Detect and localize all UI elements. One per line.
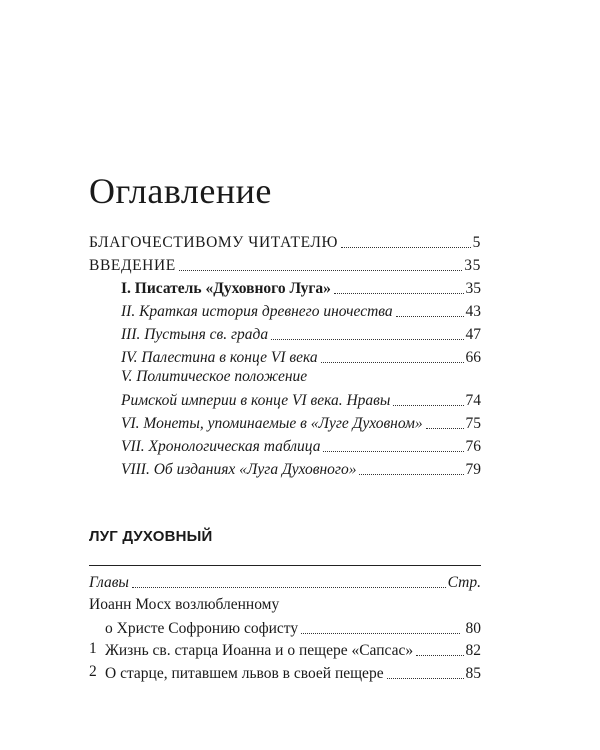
toc-entry bbox=[121, 388, 481, 410]
toc-entry-label: II. Краткая история древнего иночества bbox=[121, 303, 393, 320]
toc-entry bbox=[89, 253, 481, 275]
toc-entry-label: БЛАГОЧЕСТИВОМУ ЧИТАТЕЛЮ bbox=[89, 234, 339, 251]
chapter-entry bbox=[105, 661, 481, 683]
toc-entry bbox=[89, 230, 481, 252]
chapter-number: 1 bbox=[89, 640, 97, 657]
toc-entry-page: 75 bbox=[465, 415, 481, 432]
dot-leader bbox=[341, 247, 471, 248]
dot-leader bbox=[334, 293, 464, 294]
toc-entry-label: VI. Монеты, упоминаемые в «Луге Духовном» bbox=[121, 415, 423, 432]
chapters-header: Главы bbox=[89, 574, 129, 591]
dot-leader bbox=[393, 405, 463, 406]
chapter-entry-page: 82 bbox=[465, 642, 481, 659]
chapter-entry-label: Жизнь св. старца Иоанна и о пещере «Сапсас» bbox=[105, 642, 414, 659]
dot-leader bbox=[132, 587, 446, 588]
dot-leader bbox=[271, 339, 463, 340]
toc-entry-label: III. Пустыня св. града bbox=[121, 326, 269, 343]
toc-entry bbox=[121, 434, 481, 456]
toc-entry-label: VII. Хронологическая таблица bbox=[121, 438, 321, 455]
toc-entry bbox=[121, 322, 481, 344]
toc-entry bbox=[121, 276, 481, 298]
toc-entry-label: Римской империи в конце VI века. Нравы bbox=[121, 392, 391, 409]
dot-leader bbox=[179, 270, 462, 271]
chapter-entry-label: Иоанн Мосх возлюбленному bbox=[89, 596, 280, 613]
toc-entry-page: 76 bbox=[465, 438, 481, 455]
pages-header: Стр. bbox=[447, 574, 481, 591]
dot-leader bbox=[426, 428, 464, 429]
toc-entry-label: V. Политическое положение bbox=[121, 368, 308, 385]
chapter-entry-page: 85 bbox=[465, 665, 481, 682]
toc-entry-page: 35 bbox=[465, 280, 481, 297]
toc-entry-page: 43 bbox=[465, 303, 481, 320]
toc-entry-page: 79 bbox=[465, 461, 481, 478]
chapter-entry-page: 80 bbox=[465, 620, 481, 637]
dot-leader bbox=[396, 316, 464, 317]
column-header bbox=[89, 570, 481, 592]
chapter-entry bbox=[105, 616, 481, 638]
chapter-number: 2 bbox=[89, 663, 97, 680]
toc-entry-page: 47 bbox=[465, 326, 481, 343]
dot-leader bbox=[359, 474, 463, 475]
chapter-entry bbox=[105, 638, 481, 660]
dot-leader bbox=[301, 633, 459, 634]
toc-entry bbox=[121, 457, 481, 479]
chapter-entry-label: О старце, питавшем львов в своей пещере bbox=[105, 665, 384, 682]
page-title: Оглавление bbox=[89, 171, 272, 211]
divider bbox=[89, 565, 481, 566]
toc-entry-page: 35 bbox=[464, 257, 481, 274]
dot-leader bbox=[323, 451, 463, 452]
dot-leader bbox=[321, 362, 464, 363]
toc-entry-label: ВВЕДЕНИЕ bbox=[89, 257, 176, 274]
toc-entry bbox=[121, 299, 481, 321]
toc-entry-label: VIII. Об изданиях «Луга Духовного» bbox=[121, 461, 357, 478]
toc-entry-label: IV. Палестина в конце VI века bbox=[121, 349, 318, 366]
toc-entry bbox=[121, 411, 481, 433]
dot-leader bbox=[416, 655, 463, 656]
toc-entry-page: 66 bbox=[465, 349, 481, 366]
dot-leader bbox=[387, 678, 464, 679]
toc-entry bbox=[121, 345, 481, 367]
section-heading: ЛУГ ДУХОВНЫЙ bbox=[89, 528, 213, 545]
toc-entry-label: I. Писатель «Духовного Луга» bbox=[121, 280, 331, 297]
chapter-entry-label: о Христе Софронию софисту bbox=[105, 620, 299, 637]
toc-entry-page: 5 bbox=[472, 234, 481, 251]
toc-entry-page: 74 bbox=[465, 392, 481, 409]
